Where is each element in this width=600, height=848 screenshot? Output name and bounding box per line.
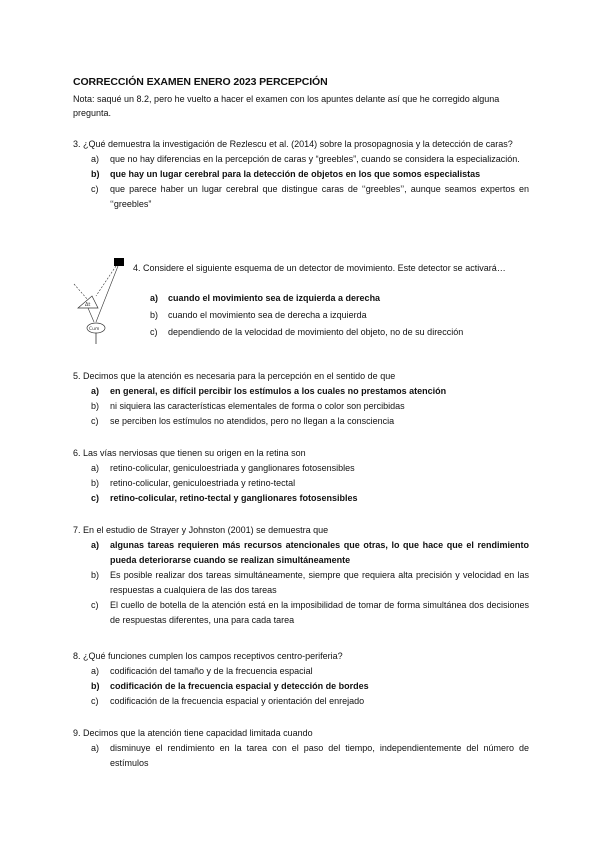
- option-text: se perciben los estímulos no atendidos, pero no llegan a la consciencia: [110, 416, 395, 426]
- question-text: 8. ¿Qué funciones cumplen los campos receptivos centro-periferia?: [73, 651, 343, 661]
- option-letter: b): [91, 681, 100, 691]
- answer-option: [73, 414, 529, 429]
- answer-option: [73, 476, 529, 491]
- question-text: 6. Las vías nerviosas que tienen su origen en la retina son: [73, 448, 306, 458]
- option-text: que no hay diferencias en la percepción de caras y “greebles”, cuando se considera la especialización.: [110, 154, 520, 164]
- answer-option-correct: [73, 538, 529, 568]
- option-text: cuando el movimiento sea de derecha a izquierda: [168, 310, 367, 320]
- receptor-block: [114, 258, 124, 266]
- motion-detector-diagram: [68, 256, 132, 346]
- option-text: retino-colicular, geniculoestriada y retino-tectal: [110, 478, 296, 488]
- option-text: cuando el movimiento sea de izquierda a derecha: [168, 293, 381, 303]
- option-letter: a): [91, 386, 100, 396]
- document-title: CORRECCIÓN EXAMEN ENERO 2023 PERCEPCIÓN: [73, 76, 328, 88]
- option-letter: a): [91, 463, 100, 473]
- question-4: [133, 261, 529, 341]
- answer-option: [73, 694, 529, 709]
- answer-option-correct: [73, 491, 529, 506]
- answer-option: [73, 152, 529, 167]
- question-8: [73, 649, 529, 709]
- answer-option: [148, 307, 529, 324]
- option-text: dependiendo de la velocidad de movimiento del objeto, no de su dirección: [168, 327, 464, 337]
- answer-option-correct: [73, 679, 529, 694]
- delay-label: Δt: [85, 302, 91, 308]
- option-letter: a): [91, 154, 100, 164]
- option-text: codificación de la frecuencia espacial y detección de bordes: [110, 681, 369, 691]
- question-7: [73, 523, 529, 628]
- option-text: Es posible realizar dos tareas simultáneamente, siempre que requiera alta precisión y velocidad en las respuestas a cualquiera de las dos tareas: [110, 570, 529, 595]
- option-letter: b): [150, 310, 159, 320]
- comparator-label: Cum: [89, 327, 100, 332]
- option-text: que hay un lugar cerebral para la detección de objetos en los que somos especialistas: [110, 169, 481, 179]
- option-letter: c): [91, 696, 99, 706]
- option-letter: c): [91, 600, 99, 610]
- option-letter: c): [91, 416, 99, 426]
- option-text: disminuye el rendimiento en la tarea con el paso del tiempo, independientemente del número de estímulos: [110, 743, 529, 768]
- question-text: 9. Decimos que la atención tiene capacidad limitada cuando: [73, 728, 313, 738]
- document-note: Nota: saqué un 8.2, pero he vuelto a hacer el examen con los apuntes delante así que he corregido alguna pregunta.: [73, 94, 500, 118]
- option-letter: c): [91, 184, 99, 194]
- option-letter: c): [91, 493, 100, 503]
- option-letter: b): [91, 570, 100, 580]
- option-letter: a): [91, 666, 100, 676]
- question-text: 3. ¿Qué demuestra la investigación de Rezlescu et al. (2014) sobre la prosopagnosia y la detección de caras?: [73, 139, 513, 149]
- question-3: [73, 137, 529, 212]
- option-text: algunas tareas requieren más recursos atencionales que otras, lo que hace que el rendimiento pueda deteriorarse cuando se realizan simultáneamente: [110, 540, 529, 565]
- question-text: 4. Considere el siguiente esquema de un detector de movimiento. Este detector se activará…: [133, 263, 506, 273]
- option-letter: b): [91, 169, 100, 179]
- question-9: [73, 726, 529, 771]
- option-text: codificación de la frecuencia espacial y orientación del enrejado: [110, 696, 365, 706]
- option-text: en general, es difícil percibir los estímulos a los cuales no prestamos atención: [110, 386, 447, 396]
- answer-option: [73, 568, 529, 598]
- option-letter: a): [150, 293, 159, 303]
- option-text: codificación del tamaño y de la frecuencia espacial: [110, 666, 313, 676]
- question-6: [73, 446, 529, 506]
- option-text: que parece haber un lugar cerebral que distingue caras de ‘‘greebles’’, aunque seamos expertos en ‘‘greebles”: [110, 184, 529, 209]
- option-letter: b): [91, 478, 100, 488]
- answer-option: [73, 182, 529, 212]
- question-text: 7. En el estudio de Strayer y Johnston (2001) se demuestra que: [73, 525, 329, 535]
- answer-option: [148, 324, 529, 341]
- answer-option-correct: [73, 384, 529, 399]
- option-letter: a): [91, 540, 100, 550]
- answer-option: [73, 598, 529, 628]
- option-text: retino-colicular, retino-tectal y ganglionares fotosensibles: [110, 493, 358, 503]
- answer-option: [73, 664, 529, 679]
- answer-option: [73, 741, 529, 771]
- answer-option: [73, 399, 529, 414]
- option-text: retino-colicular, geniculoestriada y ganglionares fotosensibles: [110, 463, 355, 473]
- option-letter: a): [91, 743, 100, 753]
- answer-option-correct: [73, 167, 529, 182]
- question-text: 5. Decimos que la atención es necesaria para la percepción en el sentido de que: [73, 371, 396, 381]
- question-5: [73, 369, 529, 429]
- answer-option: [73, 461, 529, 476]
- option-letter: c): [150, 327, 158, 337]
- answer-option-correct: [148, 290, 529, 307]
- option-letter: b): [91, 401, 100, 411]
- option-text: El cuello de botella de la atención está en la imposibilidad de tomar de forma simultánea dos decisiones de respuestas diferentes, una para cada tarea: [110, 600, 529, 625]
- option-text: ni siquiera las características elementales de forma o color son percibidas: [110, 401, 405, 411]
